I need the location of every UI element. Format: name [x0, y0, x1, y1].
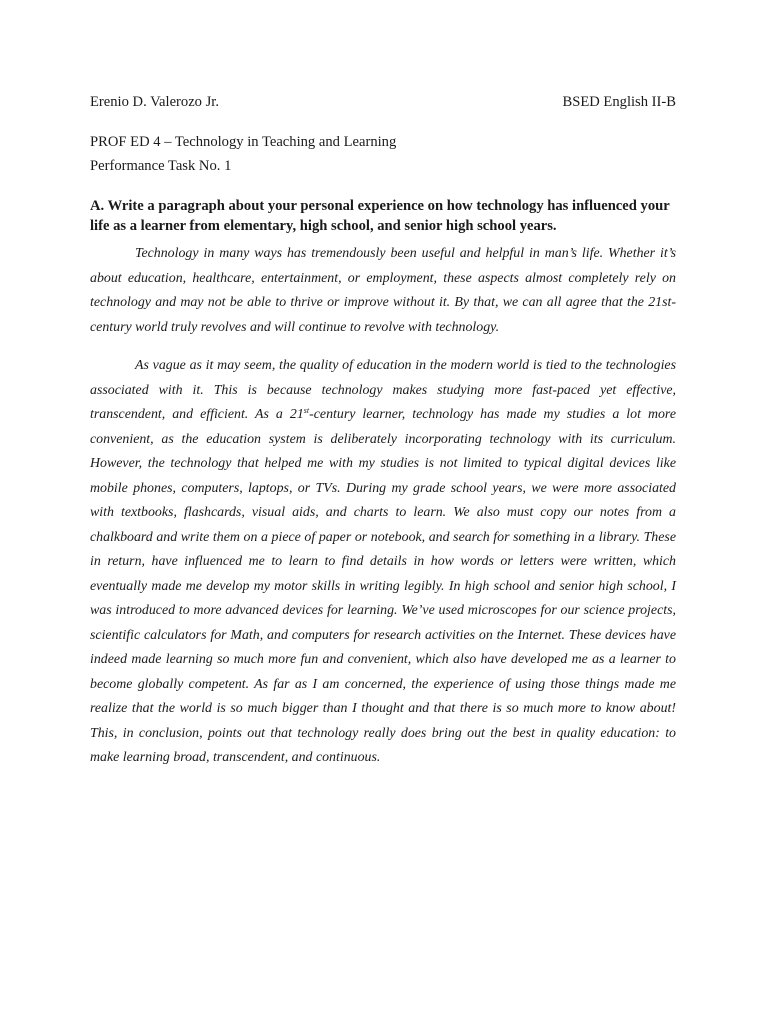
- paragraph-2-text-a: As vague as it may seem, the quality of education in the modern world is tied to the technologies associated with it. This is because technology makes studying more fast-paced yet effective, transcendent, and efficient. As a 21: [90, 358, 676, 422]
- document-header: [90, 92, 676, 112]
- student-name: Erenio D. Valerozo Jr.: [90, 94, 220, 110]
- course-title: PROF ED 4 – Technology in Teaching and Learning: [90, 134, 397, 150]
- paragraph-2-text-b: -century learner, technology has made my studies a lot more convenient, as the education system is deliberately incorporating technology with its curriculum. However, the technology that helped me with my studies is not limited to typical digital devices like mobile phones, computers, laptops, or TVs. During my grade school years, we were more associated with textbooks, flashcards, visual aids, and charts to learn. We also must copy our notes from a chalkboard and write them on a piece of paper or notebook, and search for something in a library. These in return, have influenced me to learn to find details in how words or letters were written, which eventually made me develop my motor skills in writing legibly. In high school and senior high school, I was introduced to more advanced devices for learning. We’ve used microscopes for our science projects, scientific calculators for Math, and computers for research activities on the Internet. These devices have indeed made learning so much more fun and convenient, which also have developed me as a learner to become globally competent. As far as I am concerned, the experience of using those things made me realize that the world is so much bigger than I thought and that there is so much more to know about! This, in conclusion, points out that technology really does bring out the best in quality education: to make learning broad, transcendent, and continuous.: [90, 407, 676, 765]
- task-title: Performance Task No. 1: [90, 158, 232, 174]
- essay-paragraph-1: Technology in many ways has tremendously been useful and helpful in man’s life. Whether it’s about education, healthcare, entertainment, or employment, these aspects almost completely rely on technology and may not be able to thrive or improve without it. By that, we can all agree that the 21st-century world truly revolves and will continue to revolve with technology.: [90, 246, 676, 335]
- assignment-prompt: A. Write a paragraph about your personal experience on how technology has influenced your life as a learner from elementary, high school, and senior high school years.: [90, 198, 670, 234]
- document-page: [90, 92, 676, 771]
- course-info: [90, 130, 676, 178]
- class-section: BSED English II-B: [562, 94, 676, 110]
- ordinal-superscript: st: [303, 406, 310, 415]
- essay-paragraph-2: [90, 354, 676, 771]
